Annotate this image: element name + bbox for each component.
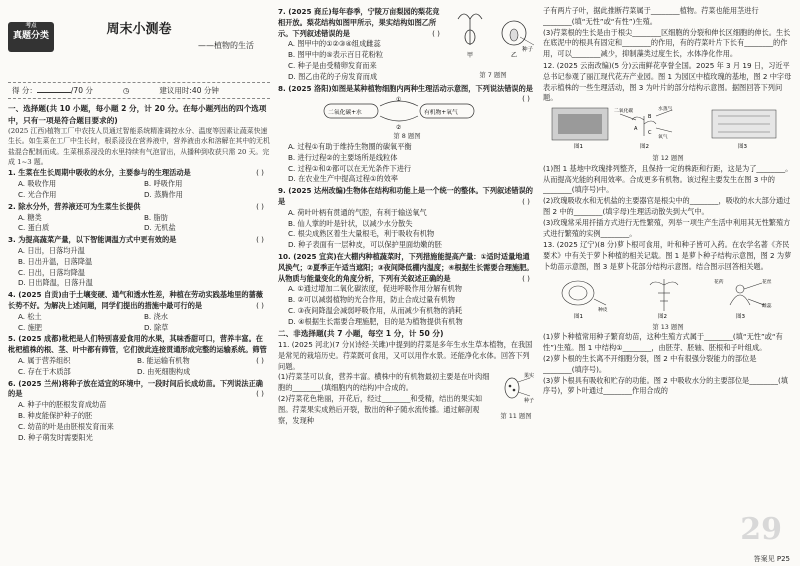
label-filament: 花丝 xyxy=(762,279,772,285)
caption-fig2: 图2 xyxy=(658,313,667,320)
option[interactable]: C. 光合作用 xyxy=(18,190,57,200)
figure-caption: 第 12 题图 xyxy=(652,154,684,163)
radish-diagram xyxy=(548,275,788,321)
label-seed-coat: 种皮 xyxy=(598,307,608,313)
option[interactable]: C. 蛋白质 xyxy=(18,223,50,233)
question-1: 1. 生菜在生长周期中吸收的水分，主要参与的生理活动是 ( ) A. 吸收作用 B. 呼吸作用 C. 光合作用 D. 蒸腾作用 xyxy=(8,168,270,200)
option[interactable]: B. 日出升温，日落降温 xyxy=(18,256,93,266)
option[interactable]: D. 由死细胞构成 xyxy=(137,366,191,376)
q13-part2[interactable]: (2)萝卜根的生长离不开细胞分裂，图 2 中有很强分裂能力的部位是________(填序号)。 xyxy=(543,353,757,374)
page-title: 周末小测卷 xyxy=(106,22,172,37)
figure-caption: 第 11 题图 xyxy=(500,412,532,421)
figure-caption: 第 7 题图 xyxy=(479,70,507,79)
option[interactable]: B. 能运输有机物 xyxy=(137,356,190,366)
option[interactable]: D. 种子萌发时需要阳光 xyxy=(18,432,93,442)
score-blank[interactable] xyxy=(37,86,71,93)
page-subtitle: ——植物的生活 xyxy=(198,41,254,50)
option[interactable]: B. 进行过程②的主要场所是线粒体 xyxy=(288,152,398,162)
diagram-left-label: 二氧化碳+水 xyxy=(328,110,362,117)
column-right xyxy=(543,6,793,560)
question-9: 9. (2025 达州改编)生物体在结构和功能上是一个统一的整体。下列叙述错误的是 ( ) A. 荷叶叶柄有贯通的气腔，有利于输送氧气 B. 仙人掌的叶是针状，以减少水分散失 C. 根尖成熟区着生大量根毛，利于吸收有机物 D. 种子表面有一层种皮，可以保护里面幼嫩的胚 xyxy=(278,186,536,251)
column-middle xyxy=(278,6,536,560)
option[interactable]: D. 除草 xyxy=(144,322,169,332)
question-2: 2. 除水分外，营养液还可为生菜生长提供 ( ) A. 糖类 B. 脂肪 C. 蛋白质 D. 无机盐 xyxy=(8,202,270,234)
option[interactable]: B. 呼吸作用 xyxy=(144,179,183,189)
option[interactable]: B. 图甲中的⑤表示百日花粉粒 xyxy=(288,50,384,60)
section2-heading: 二、非选择题(共 7 小题，每空 1 分，计 50 分) xyxy=(278,328,444,338)
label-vapor: 水蒸气 xyxy=(658,107,673,113)
option[interactable]: A. 过程①有助于维持生物圈的碳氧平衡 xyxy=(288,141,412,151)
option[interactable]: D. 日出降温，日落升温 xyxy=(18,278,93,288)
column-left xyxy=(8,6,270,560)
fig-label-fruit: 果实 xyxy=(524,373,535,380)
label-anther: 花药 xyxy=(714,279,724,285)
option[interactable]: A. 属于营养组织 xyxy=(18,356,71,366)
label-co2: 二氧化碳 xyxy=(614,109,634,115)
option[interactable]: A. 图甲中的①②③④组成雌蕊 xyxy=(288,39,381,49)
question-12 xyxy=(543,61,793,239)
q11-part2-cont[interactable]: 子有两片子叶，据此推断荇菜属于________植物。荇菜也能用茎进行________(填“无性”或“有性”)生殖。 xyxy=(543,6,759,26)
option[interactable]: D. 蒸腾作用 xyxy=(144,190,183,200)
q12-part1[interactable]: (1)图 1 基地中玫瑰排列整齐，且保持一定的株距和行距，这是为了________。从而提高光能的利用效率。合成更多有机物。该过程主要发生在图 3 中的________(填序号)中。 xyxy=(543,163,793,195)
question-5: 5. (2025 成都)枇杷是人们特别喜爱食用的水果，其味香甜可口，营养丰富。在枇杷植株的根、茎、叶中都有筛管，它们彼此连接贯通形成完整的运输系统。筛管 ( ) A. 属于营养组织 B. 能运输有机物 C. 存在于木质部 D. 由死细胞构成 xyxy=(8,334,267,376)
caption-fig1: 图1 xyxy=(574,144,583,151)
q11-part3[interactable]: (3)荇菜根的生长是由于根尖________区细胞的分裂和伸长区细胞的伸长。生长在底泥中的根具有固定和________的作用，有的荇菜叶片下长有________的作用，可以________减少，抑制藻类过度生长，水体净化作用。 xyxy=(543,27,791,59)
header-block xyxy=(8,20,270,78)
label-a: A xyxy=(634,126,638,133)
option[interactable]: C. 存在于木质部 xyxy=(18,366,71,376)
figure-caption: 第 8 题图 xyxy=(393,132,421,141)
option[interactable]: A. 糖类 xyxy=(18,212,42,222)
option[interactable]: B. 种皮能保护种子的胚 xyxy=(18,411,93,420)
option[interactable]: D. ④根据生长需要合理施肥，目的是为植物提供有机物 xyxy=(288,316,463,326)
option[interactable]: D. 种子表面有一层种皮，可以保护里面幼嫩的胚 xyxy=(288,240,442,250)
diagram-right-label: 有机物+氧气 xyxy=(424,110,458,117)
q13-part3[interactable]: (3)萝卜根具有吸收和贮存的功能。图 2 中吸收水分的主要部位是________(填序号)，萝卜叶通过________作用合成的 xyxy=(543,375,788,396)
option[interactable]: A. 种子中的胚根发育成幼苗 xyxy=(18,400,107,410)
page-number: 29 xyxy=(740,512,782,547)
caption-fig3: 图3 xyxy=(738,144,747,151)
arrow-label-1: ① xyxy=(396,97,402,104)
option[interactable]: C. ③夜间降温会减弱呼吸作用，从而减少有机物的消耗 xyxy=(288,305,463,315)
fig-label-seed: 种子 xyxy=(522,47,534,53)
section1-heading: 一、选择题(共 10 小题，每小题 2 分，计 20 分。在每小题列出的四个选项中，只有一项是符合题目要求的) xyxy=(8,104,267,125)
label-o2: 氧气 xyxy=(658,135,668,141)
passage-jiangxi: (2025 江西)植物工厂中农技人员通过智能系统精准调控水分、温度等因素让蔬菜快速生长。如生菜在工厂中生长时，根系浸没在营养液中，营养液由水和溶解在其中的无机盐混合配制而成。生菜根系浸没的水里持续有气泡冒出，从播种到收获只需 20 天。完成 1~3 题。 xyxy=(8,127,270,167)
q11-part1[interactable]: (1)荇菜茎可以食，营养丰富。横株中的有机物最初主要是在叶肉细胞的________(填细胞内的结构)中合成的。 xyxy=(278,372,490,393)
option[interactable]: C. 种子是由受精卵发育而来 xyxy=(288,60,377,70)
time-label: 建议用时:40 分钟 xyxy=(159,86,219,95)
option[interactable]: D. 无机盐 xyxy=(144,223,176,233)
option[interactable]: B. 浇水 xyxy=(144,311,168,321)
fig-label-jia: 甲 xyxy=(467,52,474,59)
question-4: 4. (2025 自贡)由于土壤变硬、通气和透水性差，种植在劳动实践基地里的蔷薇长势不好。为解决上述问题，同学们提出的措施中最可行的是 ( ) A. 松土 B. 浇水 C. 施肥 D. 除草 xyxy=(8,290,270,333)
label-pistil: 雌蕊 xyxy=(762,303,772,309)
option[interactable]: C. 过程①和②都可以在无光条件下进行 xyxy=(288,163,412,173)
arrow-label-2: ② xyxy=(396,125,402,131)
score-label: 得 分： xyxy=(12,86,37,95)
option[interactable]: C. 施肥 xyxy=(18,322,42,332)
option[interactable]: A. ①通过增加二氧化碳浓度，促进呼吸作用分解有机物 xyxy=(288,284,462,294)
option[interactable]: A. 荷叶叶柄有贯通的气腔，有利于输送氧气 xyxy=(288,207,427,217)
flower-fruit-figure xyxy=(450,7,536,80)
question-13 xyxy=(543,240,793,397)
label-b: B xyxy=(648,114,652,121)
rose-diagram xyxy=(548,106,788,152)
option[interactable]: C. 日出，日落均降温 xyxy=(18,267,86,277)
fruit-diagram xyxy=(496,372,536,408)
question-7: 甲 乙 种子 第 7 题图 7. (2025 商丘)每年春季，宁陵万亩梨园的梨花竞相开放。梨花结构如图甲所示，果实结构如图乙所示。下列叙述错误的是 ( ) A. 图甲中的①②③④组成雌蕊 B. 图甲中的⑤表示百日花粉粒 C. 种子是由受精卵发育而来 D. 图乙由花的子房发育而成 xyxy=(278,7,536,83)
q11-part2[interactable]: (2)荇菜花色艳丽，开花后，经过________和受精，结出的果实如图。荇菜果实成熟后开裂，散出的种子随水流传播。通过解剖观察，发现种 xyxy=(278,393,483,425)
category-badge: 考点 真题分类 xyxy=(8,22,54,52)
option[interactable]: A. 吸收作用 xyxy=(18,179,57,189)
answer-reference: 答案见 P25 xyxy=(753,554,790,563)
q13-stem: 13. (2025 辽宁)(8 分)萝卜根可食用，叶和种子皆可入药。在农学名著《齐民要术》中有关于萝卜种植的相关记载。图 1 是萝卜种子结构示意图，图 2 为萝卜幼苗示意图，图 3 是萝卜花部分结构示意图。结合图示回答相关题。 xyxy=(543,240,792,271)
option[interactable]: D. 图乙由花的子房发育而成 xyxy=(288,71,378,81)
option[interactable]: A. 日出，日落均升温 xyxy=(18,246,85,256)
fig-label-yi: 乙 xyxy=(511,52,518,59)
clock-icon: ◷ xyxy=(122,86,130,95)
option[interactable]: D. 在农业生产中提高过程①的效率 xyxy=(288,174,398,184)
question-3: 3. 为提高蔬菜产量，以下智能调温方式中更有效的是 ( ) A. 日出，日落均升温 B. 日出升温，日落降温 C. 日出，日落均降温 D. 日出降温，日落升温 xyxy=(8,235,270,289)
option[interactable]: B. 仙人掌的叶是针状，以减少水分散失 xyxy=(288,218,413,228)
q12-part3[interactable]: (3)玫瑰常采用扦插方式进行无性繁殖，列举一项生产生活中利用其无性繁殖方式进行繁殖的实例________。 xyxy=(543,217,791,238)
option[interactable]: A. 松土 xyxy=(18,311,42,321)
radish-figures xyxy=(543,275,793,321)
q12-part2[interactable]: (2)玫瑰吸收水和无机盐的主要器官是根尖中的________，吸收的水大部分通过图 2 中的________(填字母)生理活动散失到大气中。 xyxy=(543,196,791,216)
photosynthesis-respiration-diagram xyxy=(320,96,480,130)
option[interactable]: B. ②可以减弱植物的光合作用，防止合成过量有机物 xyxy=(288,295,455,305)
q11-stem: 11. (2025 河北)(7 分)(诗经·关雎)中提到的荇菜是多年生水生草本植物，在我国是常见的栽培历史。荇菜既可食用，又可以用作水景。还能净化水体。回答下列问题。 xyxy=(278,339,533,371)
figure-caption: 第 13 题图 xyxy=(652,322,684,331)
option[interactable]: C. 根尖成熟区着生大量根毛，利于吸收有机物 xyxy=(288,229,435,239)
question-6: 6. (2025 兰州)将种子放在适宜的环境中，一段时间后长成幼苗。下列说法正确的是 ( ) A. 种子中的胚根发育成幼苗 B. 种皮能保护种子的胚 C. 幼苗的叶是由胚根发育而来 D. 种子萌发时需要阳光 xyxy=(8,379,270,444)
caption-fig3: 图3 xyxy=(736,313,745,320)
fruit-figure xyxy=(496,372,536,421)
question-10: 10. (2025 宜宾)在大棚内种植蔬菜时，下列措施能提高产量：①适时适量地通风换气；②夏季正午适当遮阳；③夜间降低棚内温度；④根据生长需要合理施肥。从物质与能量变化的角度分析，下列有关叙述正确的是 ( ) A. ①通过增加二氧化碳浓度，促进呼吸作用分解有机物 B. ②可以减弱植物的光合作用，防止合成过量有机物 C. ③夜间降温会减弱呼吸作用，从而减少有机物的消耗 D. ④根据生长需要合理施肥，目的是为植物提供有机物 xyxy=(278,252,536,328)
score-bar: 得 分： /70 分 ◷ 建议用时:40 分钟 xyxy=(8,82,270,99)
option[interactable]: B. 脂肪 xyxy=(144,212,168,222)
rose-figures xyxy=(543,106,793,152)
cycle-figure xyxy=(278,96,522,130)
caption-fig1: 图1 xyxy=(574,313,583,320)
question-8: 8. (2025 洛阳)如图是某种植物细胞内两种生理活动示意图，下列说法错误的是 ( ) 二氧化碳+水 有机物+氧气 ① ② 第 8 题图 A. 过程①有助于维持生物圈的碳氧平衡 B. 进行过程②的主要场所是线粒体 C. 过程①和②都可以在无光条件下进行 D. 在农业生产中提高过程①的效率 xyxy=(278,84,536,186)
q13-part1[interactable]: (1)萝卜种植常用种子繁育幼苗，这种生殖方式属于________(填“无性”或“有性”)生殖。图 1 中结构①________，由胚芽、胚轴、胚根和子叶组成。 xyxy=(543,332,783,353)
fig-label-seed: 种子 xyxy=(524,398,535,405)
question-11 xyxy=(278,340,536,426)
caption-fig2: 图2 xyxy=(640,144,649,151)
flower-diagram xyxy=(450,7,536,67)
label-c: C xyxy=(648,130,652,137)
q12-stem: 12. (2025 云南改编)(5 分)云南鲜花享誉全国。2025 年 3 月 19 日，习近平总书记参观了丽江现代花卉产业园。图 1 为园区中植玫瑰的基地，图 2 中字母表示植株的一些生理活动，图 3 为叶片的部分结构示意图。据图回答下列问题。 xyxy=(543,60,792,103)
option[interactable]: C. 幼苗的叶是由胚根发育而来 xyxy=(18,421,114,431)
